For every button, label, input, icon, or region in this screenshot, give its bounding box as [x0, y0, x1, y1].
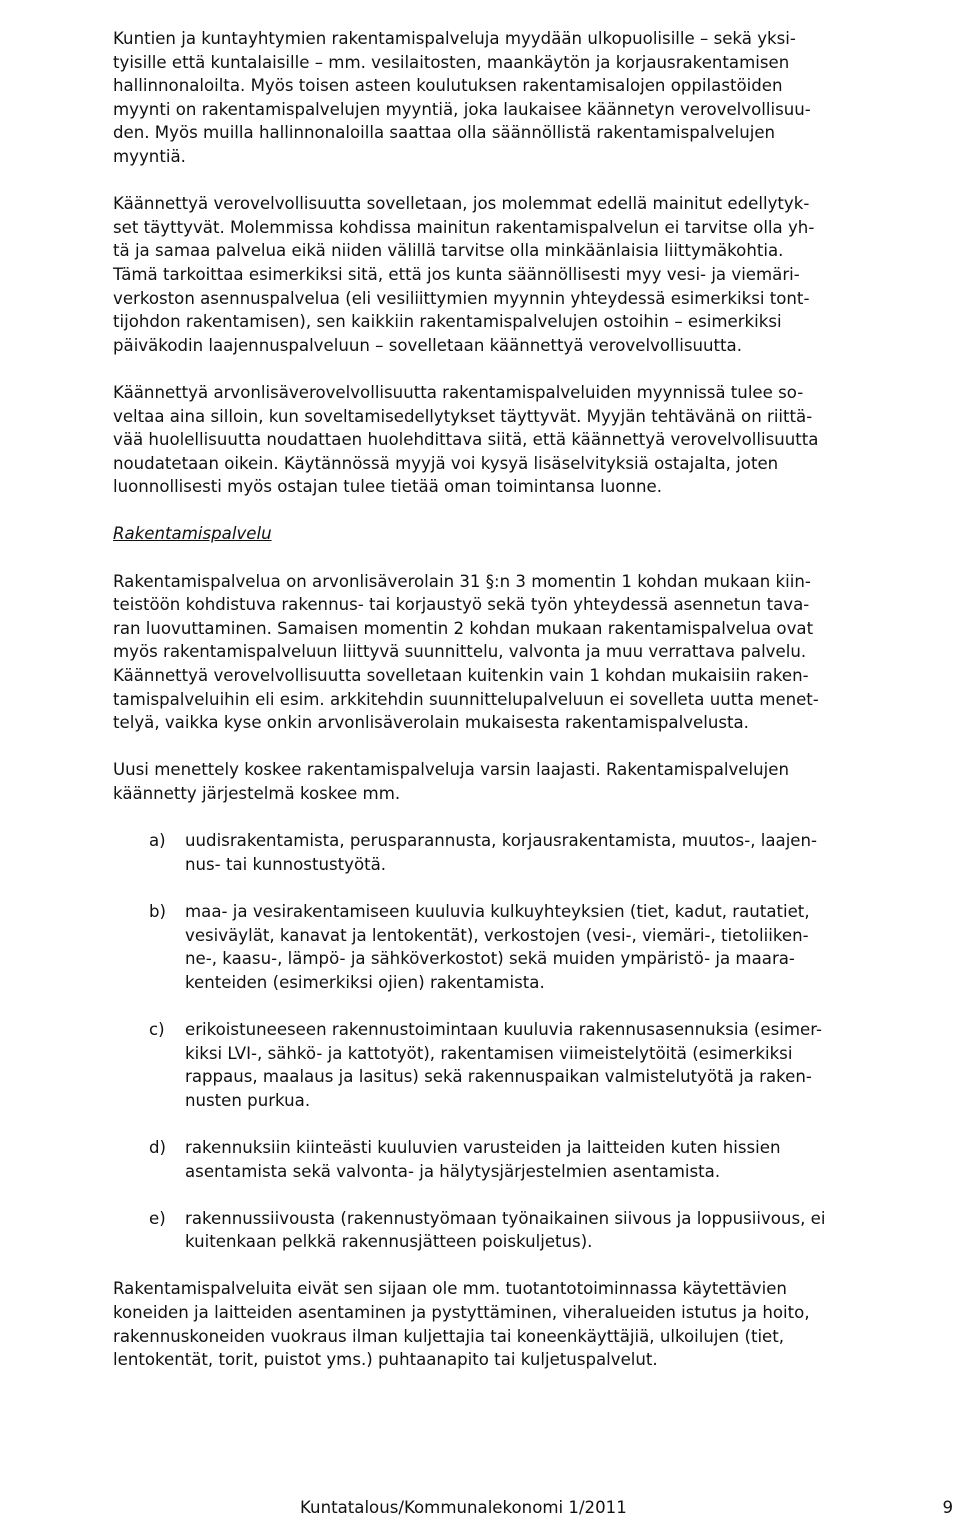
text-line: myynti on rakentamispalvelujen myyntiä, joka laukaisee käännetyn verovelvollisuu-	[113, 99, 811, 119]
paragraph	[113, 1277, 953, 1371]
list-item	[149, 1018, 953, 1112]
text-line: nus- tai kunnostustyötä.	[185, 854, 387, 874]
paragraph	[113, 192, 953, 357]
text-line: kuitenkaan pelkkä rakennusjätteen poiskuljetus).	[185, 1232, 593, 1252]
text-line: Tämä tarkoittaa esimerkiksi sitä, että jos kunta säännöllisesti myy vesi- ja viemäri-	[113, 264, 800, 284]
text-line: verkoston asennuspalvelua (eli vesiliittymien myynnin yhteydessä esimerkiksi tont-	[113, 288, 810, 308]
list-item	[149, 1136, 953, 1183]
text-line: noudatetaan oikein. Käytännössä myyjä voi kysyä lisäselvityksiä ostajalta, joten	[113, 453, 779, 473]
list-marker: b)	[149, 901, 167, 921]
text-line: Käännettyä verovelvollisuutta sovelletaan, jos molemmat edellä mainitut edellytyk-	[113, 194, 810, 214]
text-line: tijohdon rakentamisen), sen kaikkiin rakentamispalvelujen ostoihin – esimerkiksi	[113, 312, 782, 332]
text-line: myyntiä.	[113, 146, 186, 166]
text-line: tamispalveluihin eli esim. arkkitehdin suunnittelupalveluun ei sovelleta uutta menet-	[113, 689, 819, 709]
text-line: uudisrakentamista, perusparannusta, korjausrakentamista, muutos-, laajen-	[185, 831, 818, 851]
text-line: koneiden ja laitteiden asentaminen ja pystyttäminen, viheralueiden istutus ja hoito,	[113, 1303, 810, 1323]
text-line: Kuntien ja kuntayhtymien rakentamispalveluja myydään ulkopuolisille – sekä yksi-	[113, 29, 796, 48]
text-line: den. Myös muilla hallinnonaloilla saattaa olla säännöllistä rakentamispalvelujen	[113, 123, 776, 143]
text-line: ne-, kaasu-, lämpö- ja sähköverkostot) sekä muiden ympäristö- ja maara-	[185, 949, 795, 969]
text-line: Uusi menettely koskee rakentamispalveluja varsin laajasti. Rakentamispalvelujen	[113, 760, 789, 780]
text-line: ran luovuttaminen. Samaisen momentin 2 kohdan mukaan rakentamispalvelua ovat	[113, 618, 814, 638]
text-line: hallinnonaloilta. Myös toisen asteen koulutuksen rakentamisalojen oppilastöiden	[113, 76, 783, 96]
text-line: Rakentamispalveluita eivät sen sijaan ole mm. tuotantotoiminnassa käytettävien	[113, 1279, 787, 1299]
text-line: vää huolellisuutta noudattaen huolehdittava siitä, että käännettyä verovelvollisuutta	[113, 430, 819, 450]
paragraph	[113, 758, 953, 805]
text-line: rakennussiivousta (rakennustyömaan työnaikainen siivous ja loppusiivous, ei	[185, 1208, 826, 1228]
text-line: maa- ja vesirakentamiseen kuuluvia kulkuyhteyksien (tiet, kadut, rautatiet,	[185, 901, 810, 921]
list-item	[149, 900, 953, 994]
text-line: nusten purkua.	[185, 1090, 311, 1110]
text-line: rakennuksiin kiinteästi kuuluvien varusteiden ja laitteiden kuten hissien	[185, 1137, 781, 1157]
text-line: kenteiden (esimerkiksi ojien) rakentamista.	[185, 972, 545, 992]
text-line: tyisille että kuntalaisille – mm. vesilaitosten, maankäytön ja korjausrakentamisen	[113, 52, 790, 72]
text-line: Käännettyä verovelvollisuutta sovelletaan kuitenkin vain 1 kohdan mukaisiin raken-	[113, 666, 809, 686]
text-line: rappaus, maalaus ja lasitus) sekä rakennuspaikan valmistelutyötä ja raken-	[185, 1067, 812, 1087]
paragraph	[113, 27, 953, 169]
text-line: tä ja samaa palvelua eikä niiden välillä tarvitse olla minkäänlaisia liittymäkohtia.	[113, 241, 784, 261]
text-line: vesiväylät, kanavat ja lentokentät), verkostojen (vesi-, viemäri-, tietoliiken-	[185, 925, 809, 945]
text-line: päiväkodin laajennuspalveluun – sovelletaan käännettyä verovelvollisuutta.	[113, 335, 742, 355]
list-marker: a)	[149, 831, 166, 851]
paragraph	[113, 381, 953, 499]
text-line: telyä, vaikka kyse onkin arvonlisäverolain mukaisesta rakentamispalvelusta.	[113, 713, 749, 733]
text-line: rakennuskoneiden vuokraus ilman kuljettajia tai koneenkäyttäjiä, ulkoilujen (tiet,	[113, 1326, 785, 1346]
page-number: 9	[942, 1498, 953, 1517]
section-heading: Rakentamispalvelu	[113, 524, 272, 544]
list-marker: c)	[149, 1019, 165, 1039]
text-line: käännetty järjestelmä koskee mm.	[113, 784, 401, 803]
list	[113, 829, 953, 1254]
list-marker: d)	[149, 1137, 167, 1157]
text-line: kiksi LVI-, sähkö- ja kattotyöt), rakentamisen viimeistelytöitä (esimerkiksi	[185, 1043, 793, 1063]
text-line: set täyttyvät. Molemmissa kohdissa mainitun rakentamispalvelun ei tarvitse olla yh-	[113, 217, 815, 237]
body-text	[113, 27, 953, 1372]
list-item	[149, 1207, 953, 1254]
list-item	[149, 829, 953, 876]
text-line: myös rakentamispalveluun liittyvä suunnittelu, valvonta ja muu verrattava palvelu.	[113, 642, 807, 662]
footer-journal-title: Kuntatalous/Kommunalekonomi 1/2011	[300, 1498, 627, 1517]
text-line: lentokentät, torit, puistot yms.) puhtaanapito tai kuljetuspalvelut.	[113, 1350, 658, 1370]
paragraph	[113, 570, 953, 735]
text-line: luonnollisesti myös ostajan tulee tietää oman toimintansa luonne.	[113, 477, 662, 497]
list-marker: e)	[149, 1208, 166, 1228]
text-line: Käännettyä arvonlisäverovelvollisuutta rakentamispalveluiden myynnissä tulee so-	[113, 382, 804, 402]
text-line: teistöön kohdistuva rakennus- tai korjaustyö sekä työn yhteydessä asennetun tava-	[113, 595, 810, 615]
text-line: erikoistuneeseen rakennustoimintaan kuuluvia rakennusasennuksia (esimer-	[185, 1019, 822, 1039]
text-line: Rakentamispalvelua on arvonlisäverolain 31 §:n 3 momentin 1 kohdan mukaan kiin-	[113, 571, 811, 591]
text-line: asentamista sekä valvonta- ja hälytysjärjestelmien asentamista.	[185, 1161, 721, 1181]
text-line: veltaa aina silloin, kun soveltamisedellytykset täyttyvät. Myyjän tehtävänä on riittä-	[113, 406, 813, 426]
